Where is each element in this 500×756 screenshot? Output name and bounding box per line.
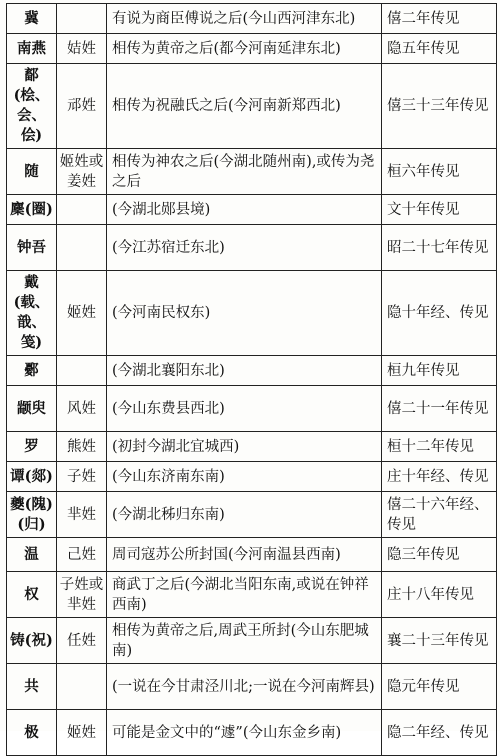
state-name-cell: 随 <box>7 149 57 195</box>
state-name-cell: 南燕 <box>7 34 57 64</box>
clan-surname-cell: 姬姓 <box>57 271 107 356</box>
clan-surname-cell: 子姓 <box>57 462 107 492</box>
state-name-cell: 权 <box>7 572 57 618</box>
clan-surname-cell <box>57 4 107 34</box>
table-row <box>7 225 497 271</box>
origin-description-cell: (今湖北襄阳东北) <box>107 356 382 386</box>
origin-description-cell: (今山东济南东南) <box>107 462 382 492</box>
table-row <box>7 4 497 34</box>
source-reference-cell: 隐三年传见 <box>382 538 497 572</box>
clan-surname-cell: 邧姓 <box>57 64 107 149</box>
source-reference-cell: 僖二十六年经、传见 <box>382 492 497 538</box>
source-reference-cell: 僖二年传见 <box>382 4 497 34</box>
state-name-cell: 戴(载、戠、笺) <box>7 271 57 356</box>
origin-description-cell: 可能是金文中的“遽”(今山东金乡南) <box>107 710 382 756</box>
source-reference-cell: 桓九年传见 <box>382 356 497 386</box>
state-name-cell: 共 <box>7 664 57 710</box>
source-reference-cell: 桓十二年传见 <box>382 432 497 462</box>
origin-description-cell: 商武丁之后(今湖北当阳东南,或说在钟祥西南) <box>107 572 382 618</box>
clan-surname-cell <box>57 356 107 386</box>
source-reference-cell: 僖三十三年传见 <box>382 64 497 149</box>
source-reference-cell: 隐五年传见 <box>382 34 497 64</box>
state-name-cell: 谭(郯) <box>7 462 57 492</box>
origin-description-cell: (今湖北秭归东南) <box>107 492 382 538</box>
source-reference-cell: 僖二十一年传见 <box>382 386 497 432</box>
origin-description-cell: (初封今湖北宜城西) <box>107 432 382 462</box>
state-name-cell: 极 <box>7 710 57 756</box>
state-name-cell: 鄐(桧、会、侩) <box>7 64 57 149</box>
clan-surname-cell: 己姓 <box>57 538 107 572</box>
source-reference-cell: 襄二十三年传见 <box>382 618 497 664</box>
origin-description-cell: (今湖北郧县境) <box>107 195 382 225</box>
source-reference-cell: 昭二十七年传见 <box>382 225 497 271</box>
table-row <box>7 492 497 538</box>
clan-surname-cell: 子姓或芈姓 <box>57 572 107 618</box>
table-row <box>7 572 497 618</box>
source-reference-cell: 桓六年传见 <box>382 149 497 195</box>
clan-surname-cell: 熊姓 <box>57 432 107 462</box>
clan-surname-cell: 姬姓 <box>57 710 107 756</box>
state-name-cell: 温 <box>7 538 57 572</box>
state-name-cell: 颛臾 <box>7 386 57 432</box>
origin-description-cell: (今江苏宿迁东北) <box>107 225 382 271</box>
table-row <box>7 710 497 756</box>
origin-description-cell: 有说为商臣傅说之后(今山西河津东北) <box>107 4 382 34</box>
state-name-cell: 冀 <box>7 4 57 34</box>
state-name-cell: 鄾 <box>7 356 57 386</box>
state-name-cell: 罗 <box>7 432 57 462</box>
source-reference-cell: 隐元年传见 <box>382 664 497 710</box>
table-row <box>7 432 497 462</box>
source-reference-cell: 隐十年经、传见 <box>382 271 497 356</box>
clan-surname-cell: 任姓 <box>57 618 107 664</box>
clan-surname-cell: 姞姓 <box>57 34 107 64</box>
state-name-cell: 铸(祝) <box>7 618 57 664</box>
source-reference-cell: 文十年传见 <box>382 195 497 225</box>
origin-description-cell: 相传为祝融氏之后(今河南新郑西北) <box>107 64 382 149</box>
table-row <box>7 271 497 356</box>
origin-description-cell: (今河南民权东) <box>107 271 382 356</box>
origin-description-cell: (今山东费县西北) <box>107 386 382 432</box>
table-row <box>7 664 497 710</box>
clan-surname-cell <box>57 225 107 271</box>
origin-description-cell: 周司寇苏公所封国(今河南温县西南) <box>107 538 382 572</box>
origin-description-cell: 相传为黄帝之后,周武王所封(今山东肥城南) <box>107 618 382 664</box>
clan-surname-cell: 姬姓或姜姓 <box>57 149 107 195</box>
table-row <box>7 149 497 195</box>
clan-surname-cell: 芈姓 <box>57 492 107 538</box>
table-row <box>7 64 497 149</box>
clan-surname-cell: 风姓 <box>57 386 107 432</box>
origin-description-cell: 相传为神农之后(今湖北随州南),或传为尧之后 <box>107 149 382 195</box>
origin-description-cell: 相传为黄帝之后(都今河南延津东北) <box>107 34 382 64</box>
table-row <box>7 34 497 64</box>
clan-surname-cell <box>57 195 107 225</box>
table-row <box>7 618 497 664</box>
table-row <box>7 462 497 492</box>
table-row <box>7 195 497 225</box>
source-reference-cell: 庄十年经、传见 <box>382 462 497 492</box>
origin-description-cell: (一说在今甘肃泾川北;一说在今河南辉县) <box>107 664 382 710</box>
source-reference-cell: 隐二年经、传见 <box>382 710 497 756</box>
table-body <box>7 4 497 756</box>
state-name-cell: 夔(隗)(归) <box>7 492 57 538</box>
states-table <box>6 3 497 756</box>
clan-surname-cell <box>57 664 107 710</box>
state-name-cell: 钟吾 <box>7 225 57 271</box>
table-row <box>7 356 497 386</box>
table-row <box>7 538 497 572</box>
source-reference-cell: 庄十八年传见 <box>382 572 497 618</box>
table-row <box>7 386 497 432</box>
state-name-cell: 麇(圈) <box>7 195 57 225</box>
